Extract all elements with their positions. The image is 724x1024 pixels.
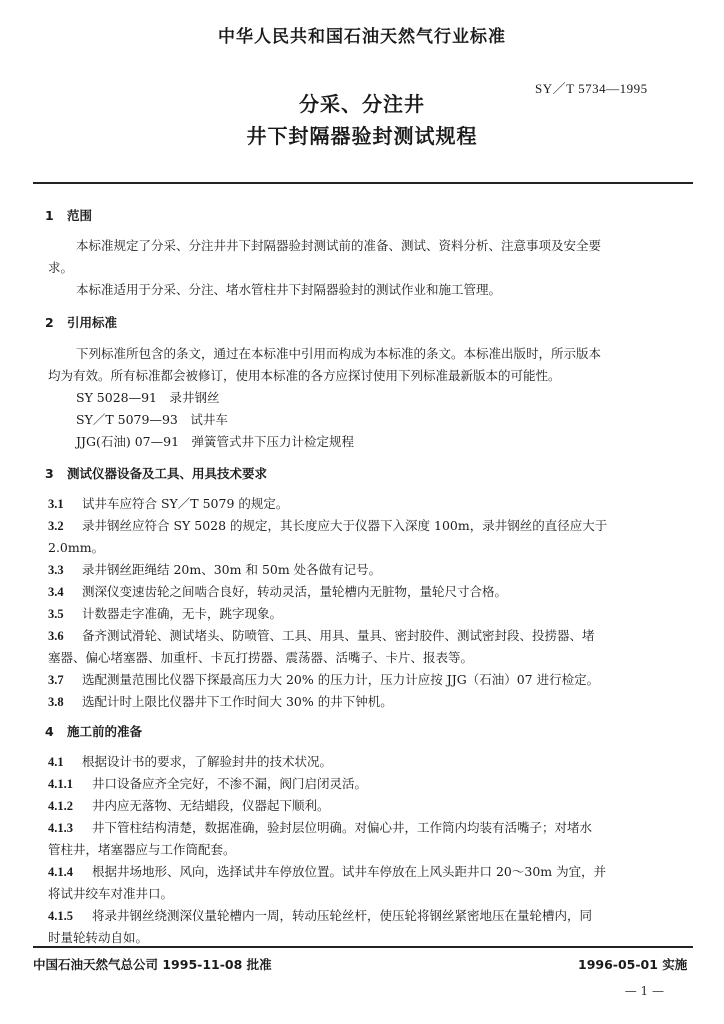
clause-4-1-2 [48, 796, 330, 814]
footer-divider [33, 946, 693, 948]
document-title-line1: 分采、分注井 [299, 92, 425, 116]
clause-text: 井口设备应齐全完好，不渗不漏，阀门启闭灵活。 [92, 776, 368, 791]
clause-4-1-4-cont: 将试井绞车对准井口。 [48, 886, 174, 901]
section-2-para1-line1: 下列标准所包含的条文，通过在本标准中引用而构成为本标准的条文。本标准出版时，所示版本 [76, 346, 602, 361]
standard-number: SY／T 5734—1995 [535, 81, 648, 96]
clause-number: 3.8 [48, 695, 64, 709]
clause-3-4 [48, 582, 507, 600]
clause-4-1 [48, 752, 332, 770]
clause-number: 3.5 [48, 607, 64, 621]
clause-4-1-3 [48, 818, 592, 836]
clause-number: 4.1 [48, 755, 64, 769]
clause-text: 将录井钢丝绕测深仪量轮槽内一周，转动压轮丝杆，使压轮将钢丝紧密地压在量轮槽内，同 [92, 908, 593, 923]
clause-3-2 [48, 516, 607, 534]
page-number: — 1 — [624, 984, 664, 998]
clause-number: 4.1.1 [48, 777, 73, 791]
clause-text: 录井钢丝距绳结 20m、30m 和 50m 处各做有记号。 [82, 562, 382, 577]
reference-item: SY／T 5079—93 试井车 [76, 412, 228, 427]
clause-text: 选配测量范围比仪器下探最高压力大 20% 的压力计，压力计应按 JJG（石油）07 进行检定。 [82, 672, 600, 687]
clause-number: 4.1.5 [48, 909, 73, 923]
clause-text: 井内应无落物、无结蜡段，仪器起下顺利。 [92, 798, 330, 813]
section-title: 范围 [67, 208, 93, 223]
document-title-line2: 井下封隔器验封测试规程 [246, 124, 478, 148]
clause-text: 测深仪变速齿轮之间啮合良好，转动灵活，量轮槽内无脏物，量轮尺寸合格。 [82, 584, 508, 599]
section-2-para1-line2: 均为有效。所有标准都会被修订，使用本标准的各方应探讨使用下列标准最新版本的可能性。 [48, 368, 561, 383]
section-1-para1-line2: 求。 [48, 260, 74, 275]
clause-3-2-cont: 2.0mm。 [48, 540, 105, 555]
section-1-heading [45, 206, 92, 224]
clause-text: 备齐测试滑轮、测试堵头、防喷管、工具、用具、量具、密封胶件、测试密封段、投捞器、堵 [82, 628, 595, 643]
clause-text: 计数器走字准确，无卡，跳字现象。 [82, 606, 283, 621]
clause-text: 井下管柱结构清楚，数据准确，验封层位明确。对偏心井，工作筒内均装有活嘴子；对堵水 [92, 820, 593, 835]
clause-number: 3.7 [48, 673, 64, 687]
clause-3-7 [48, 670, 599, 688]
section-title: 引用标准 [67, 315, 118, 330]
clause-number: 4.1.3 [48, 821, 73, 835]
clause-number: 3.2 [48, 519, 64, 533]
clause-4-1-5 [48, 906, 592, 924]
section-title: 施工前的准备 [67, 724, 143, 739]
reference-item: SY 5028—91 录井钢丝 [76, 390, 220, 405]
clause-3-8 [48, 692, 393, 710]
clause-3-1 [48, 494, 288, 512]
header-divider [33, 182, 693, 184]
clause-number: 4.1.4 [48, 865, 73, 879]
section-title: 测试仪器设备及工具、用具技术要求 [67, 466, 268, 481]
clause-3-6 [48, 626, 595, 644]
clause-text: 选配计时上限比仪器井下工作时间大 30% 的井下钟机。 [82, 694, 393, 709]
clause-text: 根据井场地形、风向，选择试井车停放位置。试井车停放在上风头距井口 20～30m 为宜，并 [92, 864, 607, 879]
clause-number: 3.4 [48, 585, 64, 599]
clause-4-1-4 [48, 862, 606, 880]
clause-4-1-3-cont: 管柱井，堵塞器应与工作筒配套。 [48, 842, 236, 857]
clause-4-1-5-cont: 时量轮转动自如。 [48, 930, 149, 945]
approval-note: 中国石油天然气总公司 1995-11-08 批准 [33, 957, 272, 972]
clause-3-5 [48, 604, 282, 622]
clause-text: 根据设计书的要求，了解验封井的技术状况。 [82, 754, 333, 769]
section-1-para2: 本标准适用于分采、分注、堵水管柱井下封隔器验封的测试作业和施工管理。 [76, 282, 502, 297]
section-number: 1 [45, 208, 54, 223]
section-number: 4 [45, 724, 54, 739]
section-3-heading [45, 464, 267, 482]
clause-number: 3.6 [48, 629, 64, 643]
section-1-para1-line1: 本标准规定了分采、分注井井下封隔器验封测试前的准备、测试、资料分析、注意事项及安全要 [76, 238, 602, 253]
clause-3-6-cont: 塞器、偏心堵塞器、加重杆、卡瓦打捞器、震荡器、活嘴子、卡片、报表等。 [48, 650, 474, 665]
clause-number: 3.1 [48, 497, 64, 511]
section-2-heading [45, 313, 117, 331]
clause-number: 4.1.2 [48, 799, 73, 813]
section-4-heading [45, 722, 142, 740]
section-number: 2 [45, 315, 54, 330]
implementation-date: 1996-05-01 实施 [578, 957, 688, 972]
clause-text: 录井钢丝应符合 SY 5028 的规定，其长度应大于仪器下入深度 100m，录井钢丝的直径应大于 [82, 518, 608, 533]
section-number: 3 [45, 466, 54, 481]
clause-4-1-1 [48, 774, 367, 792]
reference-item: JJG(石油) 07—91 弹簧管式井下压力计检定规程 [76, 434, 355, 449]
clause-text: 试井车应符合 SY／T 5079 的规定。 [82, 496, 289, 511]
clause-number: 3.3 [48, 563, 64, 577]
clause-3-3 [48, 560, 381, 578]
standard-category: 中华人民共和国石油天然气行业标准 [218, 27, 506, 47]
